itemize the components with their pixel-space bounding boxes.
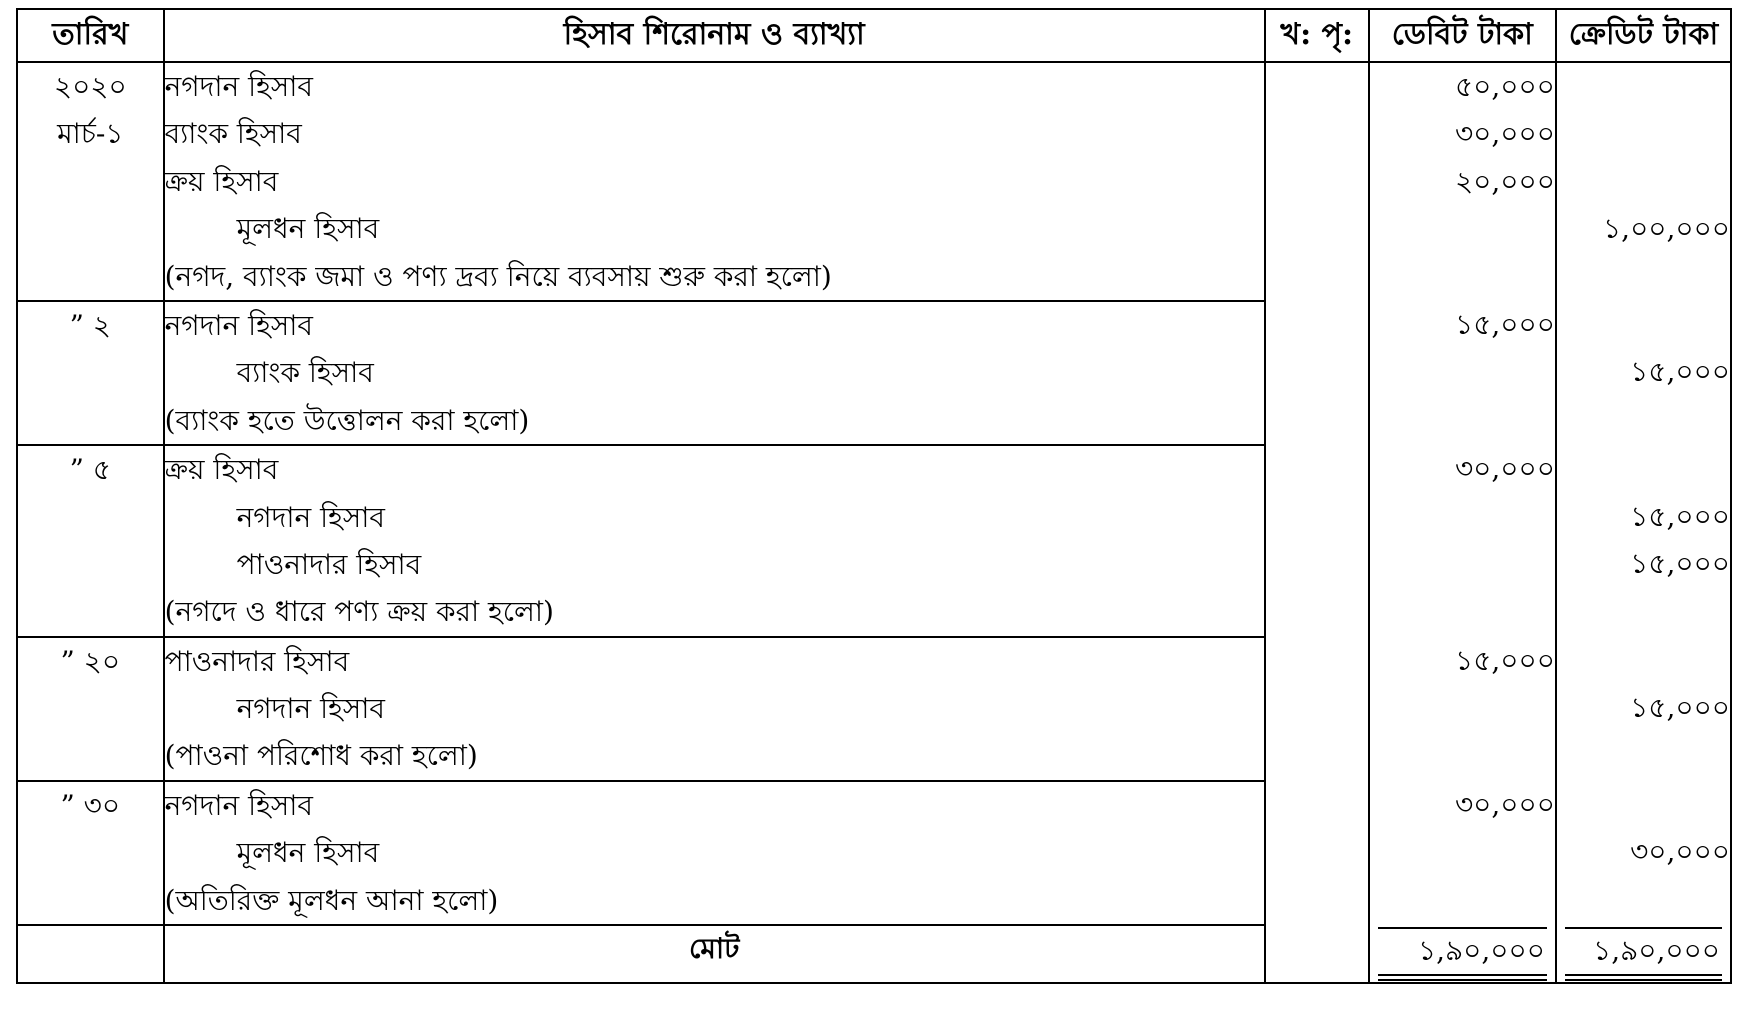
credit-header: ক্রেডিট টাকা <box>1556 9 1731 62</box>
journal-entry <box>17 301 1731 445</box>
credit-account: পাওনাদার হিসাব <box>236 547 422 581</box>
entry-folio-cell <box>1265 62 1369 301</box>
journal-entry <box>17 637 1731 781</box>
entry-date-cell <box>17 445 164 637</box>
entry-date: মার্চ-১ <box>57 117 124 151</box>
narration: (পাওনা পরিশোধ করা হলো) <box>164 739 478 773</box>
narration: (অতিরিক্ত মূলধন আনা হলো) <box>164 883 499 917</box>
total-debit: ১,৯০,০০০ <box>1417 934 1545 968</box>
entry-date-cell <box>17 301 164 445</box>
journal-entry <box>17 445 1731 637</box>
entry-particulars-cell <box>164 445 1265 637</box>
total-folio-cell <box>1265 925 1369 983</box>
entry-credit-cell <box>1556 445 1731 637</box>
entry-folio-cell <box>1265 445 1369 637</box>
entry-debit-cell <box>1369 781 1556 925</box>
entry-debit-cell <box>1369 301 1556 445</box>
total-credit: ১,৯০,০০০ <box>1593 934 1720 968</box>
credit-amount: ১৫,০০০ <box>1630 691 1730 725</box>
total-date-cell <box>17 925 164 983</box>
debit-amount: ২০,০০০ <box>1454 164 1555 198</box>
total-label: মোট <box>689 932 740 966</box>
entry-date: ” ৩০ <box>60 788 121 822</box>
total-credit-double-rule <box>1565 974 1722 976</box>
entry-particulars-cell <box>164 62 1265 301</box>
blank-line <box>1557 637 1730 684</box>
entry-credit-cell <box>1556 62 1731 301</box>
total-debit-cell <box>1369 925 1556 983</box>
total-debit-double-rule <box>1378 979 1547 981</box>
narration: (ব্যাংক হতে উত্তোলন করা হলো) <box>164 403 530 437</box>
entry-credit-cell <box>1556 781 1731 925</box>
entry-debit-cell <box>1369 445 1556 637</box>
credit-amount: ১৫,০০০ <box>1630 355 1730 389</box>
debit-account: ক্রয় হিসাব <box>164 164 279 198</box>
blank-line <box>1557 445 1730 492</box>
header-row <box>17 9 1731 62</box>
blank-line <box>1370 205 1555 252</box>
credit-amount: ১৫,০০০ <box>1630 546 1730 580</box>
debit-account: পাওনাদার হিসাব <box>164 644 350 678</box>
total-credit-rule <box>1565 927 1722 929</box>
blank-line <box>1370 540 1555 587</box>
entry-debit-cell <box>1369 637 1556 781</box>
entry-date-cell <box>17 637 164 781</box>
entry-date: ” ২০ <box>60 644 121 678</box>
journal-body <box>17 62 1731 983</box>
entry-credit-cell <box>1556 637 1731 781</box>
credit-account: মূলধন হিসাব <box>236 836 380 870</box>
entry-particulars-cell <box>164 301 1265 445</box>
narration: (নগদ, ব্যাংক জমা ও পণ্য দ্রব্য নিয়ে ব্যবসায় শুরু করা হলো) <box>164 259 832 293</box>
debit-account: নগদান হিসাব <box>164 788 313 822</box>
total-debit-double-rule <box>1378 974 1547 976</box>
journal-entry <box>17 781 1731 925</box>
total-credit-cell <box>1556 925 1731 983</box>
entry-date: ” ২ <box>69 308 111 342</box>
entry-folio-cell <box>1265 781 1369 925</box>
entry-date-cell <box>17 62 164 301</box>
journal-table <box>16 8 1732 984</box>
narration: (নগদে ও ধারে পণ্য ক্রয় করা হলো) <box>164 595 554 629</box>
blank-line <box>1370 493 1555 540</box>
credit-account: ব্যাংক হিসাব <box>236 356 374 390</box>
debit-amount: ১৫,০০০ <box>1455 643 1555 677</box>
credit-account: নগদান হিসাব <box>236 692 385 726</box>
entry-credit-cell <box>1556 301 1731 445</box>
total-label-cell <box>164 925 1265 983</box>
credit-account: নগদান হিসাব <box>236 500 385 534</box>
entry-particulars-cell <box>164 637 1265 781</box>
debit-amount: ৩০,০০০ <box>1454 787 1555 821</box>
credit-account: মূলধন হিসাব <box>236 212 380 246</box>
debit-amount: ১৫,০০০ <box>1455 307 1555 341</box>
debit-account: নগদান হিসাব <box>164 308 313 342</box>
debit-amount: ৩০,০০০ <box>1454 117 1555 151</box>
credit-amount: ৩০,০০০ <box>1630 835 1730 869</box>
entry-date: ২০২০ <box>53 70 127 103</box>
debit-account: নগদান হিসাব <box>164 70 313 103</box>
blank-line <box>1557 301 1730 348</box>
blank-line <box>1557 781 1730 828</box>
entry-folio-cell <box>1265 637 1369 781</box>
entry-debit-cell <box>1369 62 1556 301</box>
debit-amount: ৩০,০০০ <box>1454 452 1555 486</box>
total-row <box>17 925 1731 983</box>
blank-line <box>1370 684 1555 731</box>
entry-particulars-cell <box>164 781 1265 925</box>
debit-header: ডেবিট টাকা <box>1369 9 1556 62</box>
particulars-header: হিসাব শিরোনাম ও ব্যাখ্যা <box>164 9 1265 62</box>
blank-line <box>1370 828 1555 875</box>
ledger-folio-header: খ: পৃ: <box>1265 9 1369 62</box>
entry-folio-cell <box>1265 301 1369 445</box>
debit-amount: ৫০,০০০ <box>1455 70 1555 103</box>
blank-line <box>1370 348 1555 395</box>
date-header: তারিখ <box>17 9 164 62</box>
total-credit-double-rule <box>1565 979 1722 981</box>
blank-line <box>1557 110 1730 157</box>
credit-amount: ১,০০,০০০ <box>1603 212 1730 246</box>
blank-line <box>1557 63 1730 110</box>
debit-account: ক্রয় হিসাব <box>164 453 279 487</box>
credit-amount: ১৫,০০০ <box>1630 499 1730 533</box>
debit-account: ব্যাংক হিসাব <box>164 117 302 151</box>
entry-date: ” ৫ <box>69 453 111 487</box>
total-debit-rule <box>1378 927 1547 929</box>
entry-date-cell <box>17 781 164 925</box>
journal-entry <box>17 62 1731 301</box>
blank-line <box>1557 158 1730 205</box>
